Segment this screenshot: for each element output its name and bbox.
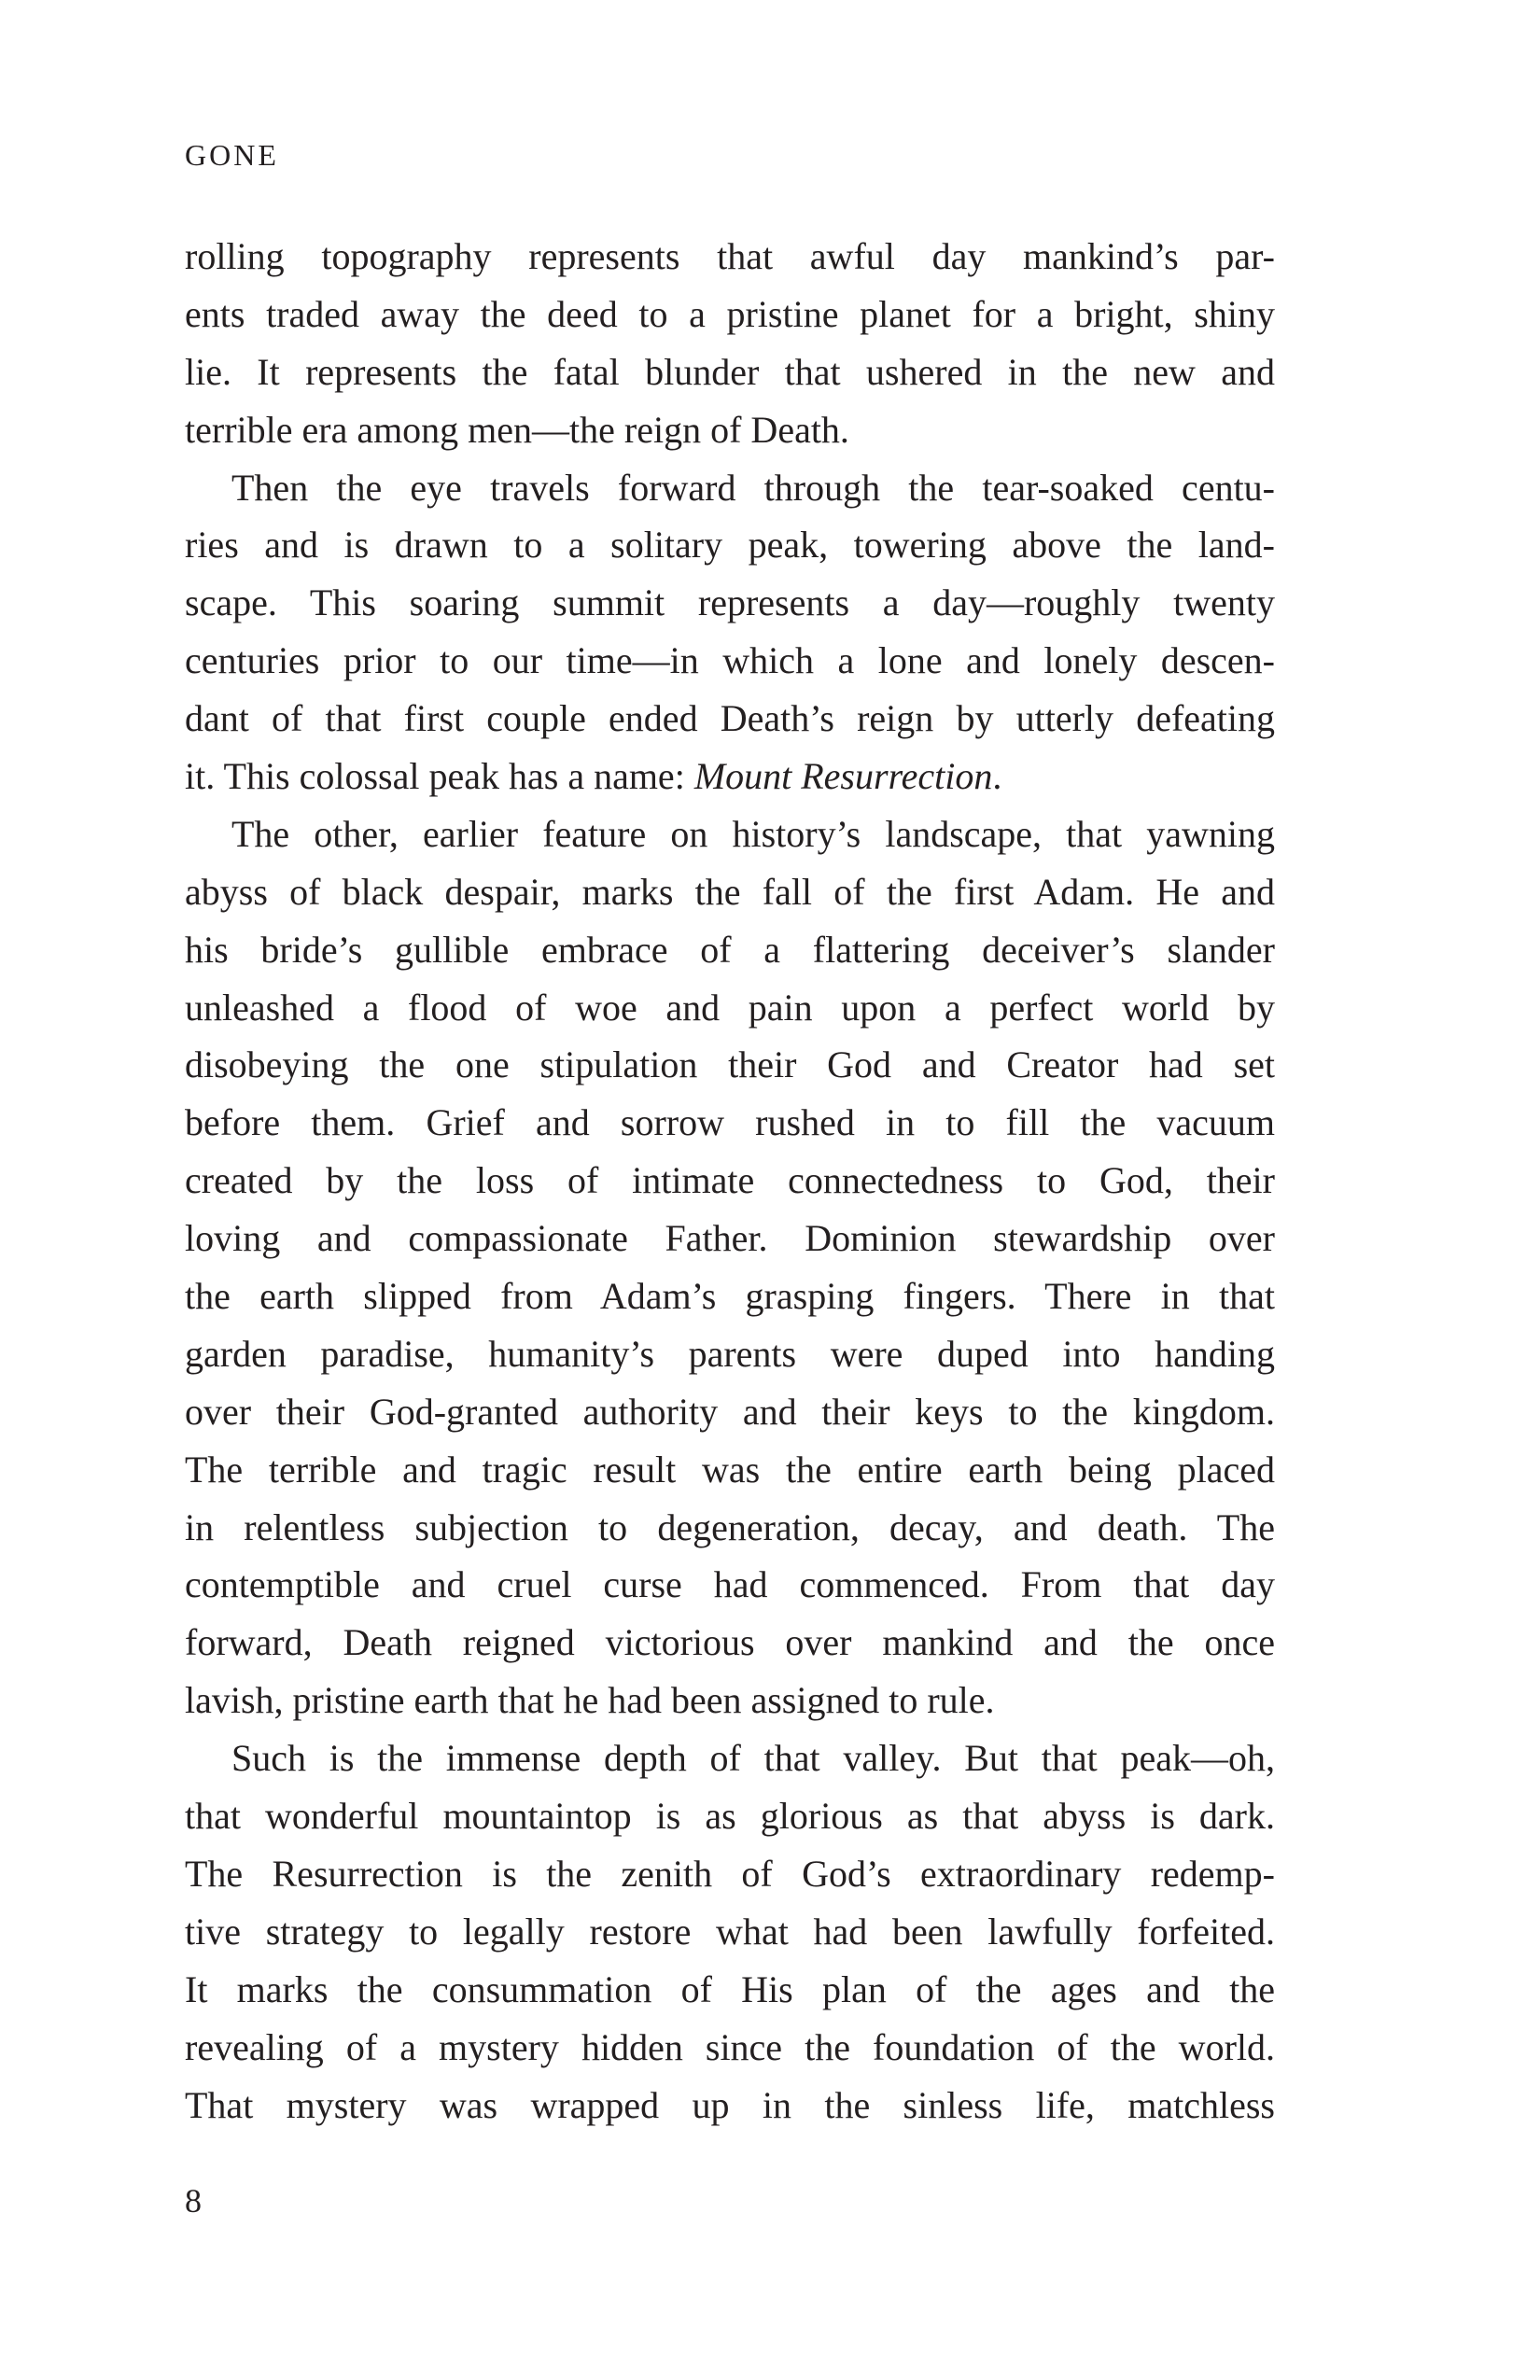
text-line-content: Then the eye travels forward through the tear-soaked centu- (231, 466, 1275, 509)
text-line-content: that wonderful mountaintop is as glorious as that abyss is dark. (185, 1795, 1275, 1838)
text-line-content: revealing of a mystery hidden since the foundation of the world. (185, 2025, 1275, 2068)
text-line (185, 343, 1275, 401)
text-line-content: lavish, pristine earth that he had been assigned to rule. (185, 1679, 995, 1722)
text-line (185, 1614, 1275, 1672)
text-line-content: unleashed a flood of woe and pain upon a perfect world by (185, 986, 1275, 1029)
text-line (185, 1383, 1275, 1441)
text-line (185, 459, 1275, 517)
text-line-content: his bride’s gullible embrace of a flattering deceiver’s slander (185, 928, 1275, 971)
text-line (185, 1441, 1275, 1499)
text-line-content: in relentless subjection to degeneration, decay, and death. The (185, 1505, 1275, 1548)
text-line-content: It marks the consummation of His plan of the ages and the (185, 1967, 1275, 2010)
text-line (185, 1787, 1275, 1845)
running-head: GONE (185, 138, 279, 172)
text-line (185, 748, 1275, 805)
text-line (185, 401, 1275, 459)
text-line (185, 1325, 1275, 1383)
text-line-content: ries and is drawn to a solitary peak, towering above the land- (185, 524, 1275, 567)
text-line (185, 632, 1275, 690)
text-line (185, 516, 1275, 574)
text-line-content: The terrible and tragic result was the entire earth being placed (185, 1448, 1275, 1491)
text-line-content: rolling topography represents that awful day mankind’s par- (185, 235, 1275, 277)
text-line-content: disobeying the one stipulation their God and Creator had set (185, 1043, 1275, 1086)
text-line-content: tive strategy to legally restore what had been lawfully forfeited. (185, 1910, 1275, 1953)
text-line (185, 1903, 1275, 1961)
text-line (185, 805, 1275, 863)
text-line (185, 1152, 1275, 1210)
text-line (185, 1845, 1275, 1903)
text-line-content: ents traded away the deed to a pristine planet for a bright, shiny (185, 292, 1275, 335)
line-tail: . (992, 755, 1002, 798)
text-line (185, 1499, 1275, 1557)
text-line-content: The other, earlier feature on history’s landscape, that yawning (231, 812, 1275, 855)
text-line (185, 1729, 1275, 1787)
text-line-content: dant of that first couple ended Death’s reign by utterly defeating (185, 697, 1275, 740)
text-line (185, 228, 1275, 286)
text-line (185, 863, 1275, 921)
page-number: 8 (185, 2182, 202, 2219)
text-line-content: it. This colossal peak has a name: (185, 755, 694, 798)
text-line (185, 1210, 1275, 1267)
text-line (185, 1267, 1275, 1325)
text-line (185, 2019, 1275, 2077)
text-line-content: lie. It represents the fatal blunder that ushered in the new and (185, 350, 1275, 393)
text-line-content: That mystery was wrapped up in the sinless life, matchless (185, 2083, 1275, 2126)
text-line (185, 1672, 1275, 1729)
text-line-content: contemptible and cruel curse had commenced. From that day (185, 1563, 1275, 1606)
text-line-content: Such is the immense depth of that valley. But that peak—oh, (231, 1737, 1275, 1780)
text-line (185, 286, 1275, 343)
text-line-content: the earth slipped from Adam’s grasping fingers. There in that (185, 1275, 1275, 1318)
text-line (185, 690, 1275, 748)
text-line-content: scape. This soaring summit represents a day—roughly twenty (185, 581, 1275, 624)
text-line (185, 574, 1275, 632)
text-line (185, 1036, 1275, 1094)
italic-phrase: Mount Resurrection (693, 755, 993, 798)
text-line (185, 2077, 1275, 2135)
text-line-content: The Resurrection is the zenith of God’s extraordinary redemp- (185, 1852, 1275, 1895)
text-line-content: garden paradise, humanity’s parents were duped into handing (185, 1332, 1275, 1375)
text-line-content: terrible era among men—the reign of Death. (185, 408, 849, 451)
text-line-content: over their God-granted authority and their keys to the kingdom. (185, 1390, 1275, 1433)
text-line (185, 1961, 1275, 2019)
text-line-content: before them. Grief and sorrow rushed in to fill the vacuum (185, 1101, 1275, 1144)
text-line (185, 979, 1275, 1037)
text-line-content: loving and compassionate Father. Dominion stewardship over (185, 1217, 1275, 1260)
text-line-content: forward, Death reigned victorious over mankind and the once (185, 1621, 1275, 1664)
text-line (185, 1556, 1275, 1614)
body-text (185, 228, 1275, 2134)
text-line-content: centuries prior to our time—in which a lone and lonely descen- (185, 639, 1275, 682)
text-line-content: abyss of black despair, marks the fall of the first Adam. He and (185, 870, 1275, 913)
text-line-content: created by the loss of intimate connectedness to God, their (185, 1159, 1275, 1202)
text-line (185, 921, 1275, 979)
text-line (185, 1094, 1275, 1152)
